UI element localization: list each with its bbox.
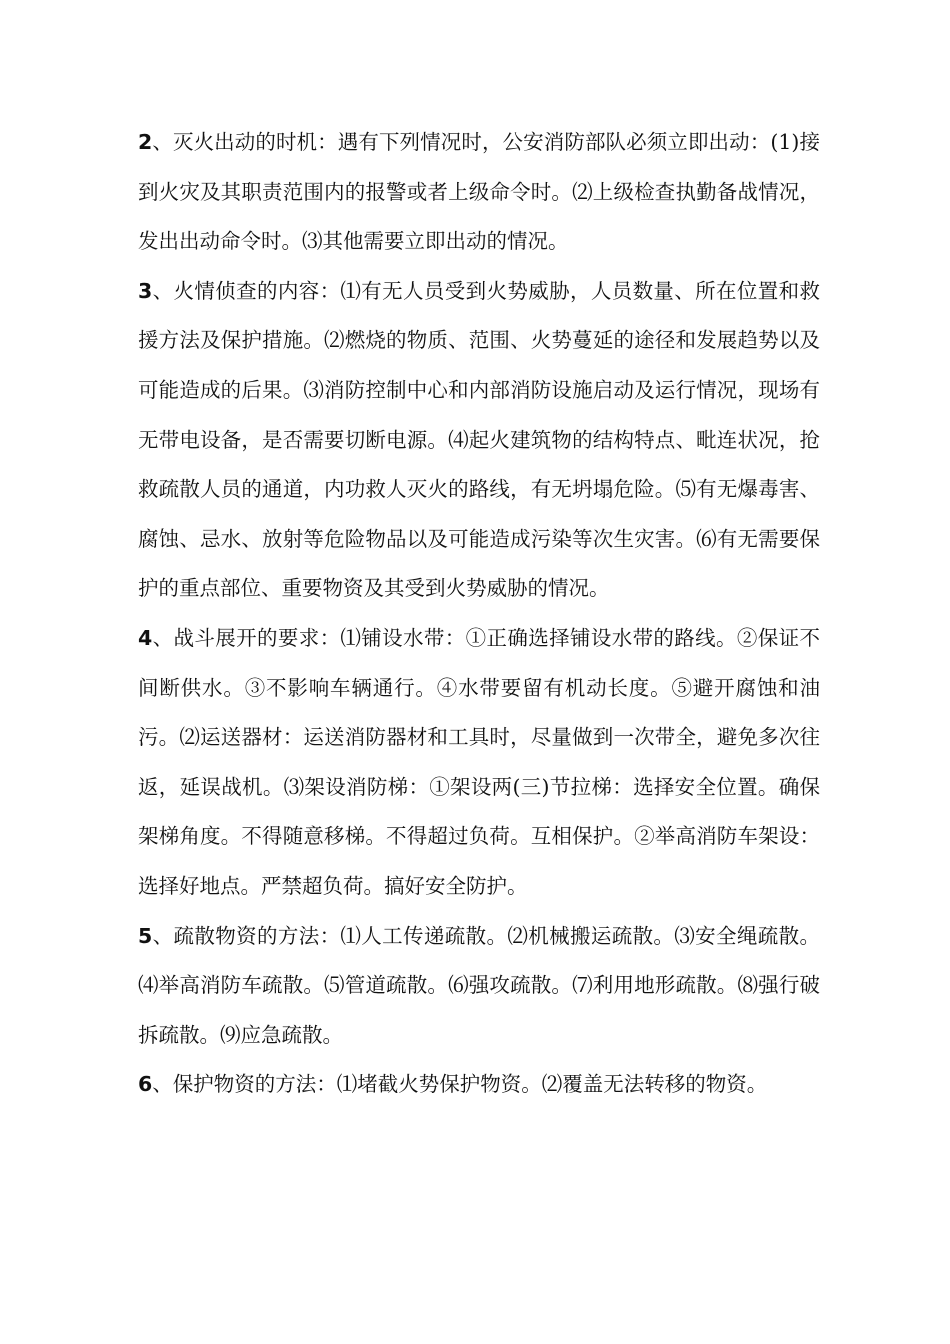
paragraph-number: 4 <box>138 625 153 650</box>
paragraph-text: 、战斗展开的要求：⑴铺设水带：①正确选择铺设水带的路线。②保证不间断供水。③不影响车辆通行。④水带要留有机动长度。⑤避开腐蚀和油污。⑵运送器材：运送消防器材和工具时，尽量做到一次带全，避免多次往返，延误战机。⑶架设消防梯：①架设两(三)节拉梯：选择安全位置。确保架梯角度。不得随意移梯。不得超过负荷。互相保护。②举高消防车架设：选择好地点。严禁超负荷。搞好安全防护。 <box>138 625 820 898</box>
paragraph-5 <box>138 912 820 1061</box>
document-body <box>138 118 820 1110</box>
paragraph-2 <box>138 118 820 267</box>
paragraph-3 <box>138 267 820 614</box>
paragraph-6 <box>138 1060 820 1110</box>
paragraph-number: 6 <box>138 1072 153 1097</box>
paragraph-text: 、灭火出动的时机：遇有下列情况时，公安消防部队必须立即出动：(1)接到火灾及其职责范围内的报警或者上级命令时。⑵上级检查执勤备战情况，发出出动命令时。⑶其他需要立即出动的情况。 <box>138 130 820 254</box>
paragraph-text: 、保护物资的方法：⑴堵截火势保护物资。⑵覆盖无法转移的物资。 <box>152 1072 768 1097</box>
paragraph-number: 3 <box>138 278 153 303</box>
paragraph-number: 2 <box>138 130 153 154</box>
paragraph-4 <box>138 614 820 912</box>
paragraph-text: 、疏散物资的方法：⑴人工传递疏散。⑵机械搬运疏散。⑶安全绳疏散。⑷举高消防车疏散。⑸管道疏散。⑹强攻疏散。⑺利用地形疏散。⑻强行破拆疏散。⑼应急疏散。 <box>138 923 820 1047</box>
paragraph-text: 、火情侦查的内容：⑴有无人员受到火势威胁，人员数量、所在位置和救援方法及保护措施。⑵燃烧的物质、范围、火势蔓延的途径和发展趋势以及可能造成的后果。⑶消防控制中心和内部消防设施启动及运行情况，现场有无带电设备，是否需要切断电源。⑷起火建筑物的结构特点、毗连状况，抢救疏散人员的通道，内功救人灭火的路线，有无坍塌危险。⑸有无爆毒害、腐蚀、忌水、放射等危险物品以及可能造成污染等次生灾害。⑹有无需要保护的重点部位、重要物资及其受到火势威胁的情况。 <box>138 278 820 601</box>
paragraph-number: 5 <box>138 923 153 948</box>
